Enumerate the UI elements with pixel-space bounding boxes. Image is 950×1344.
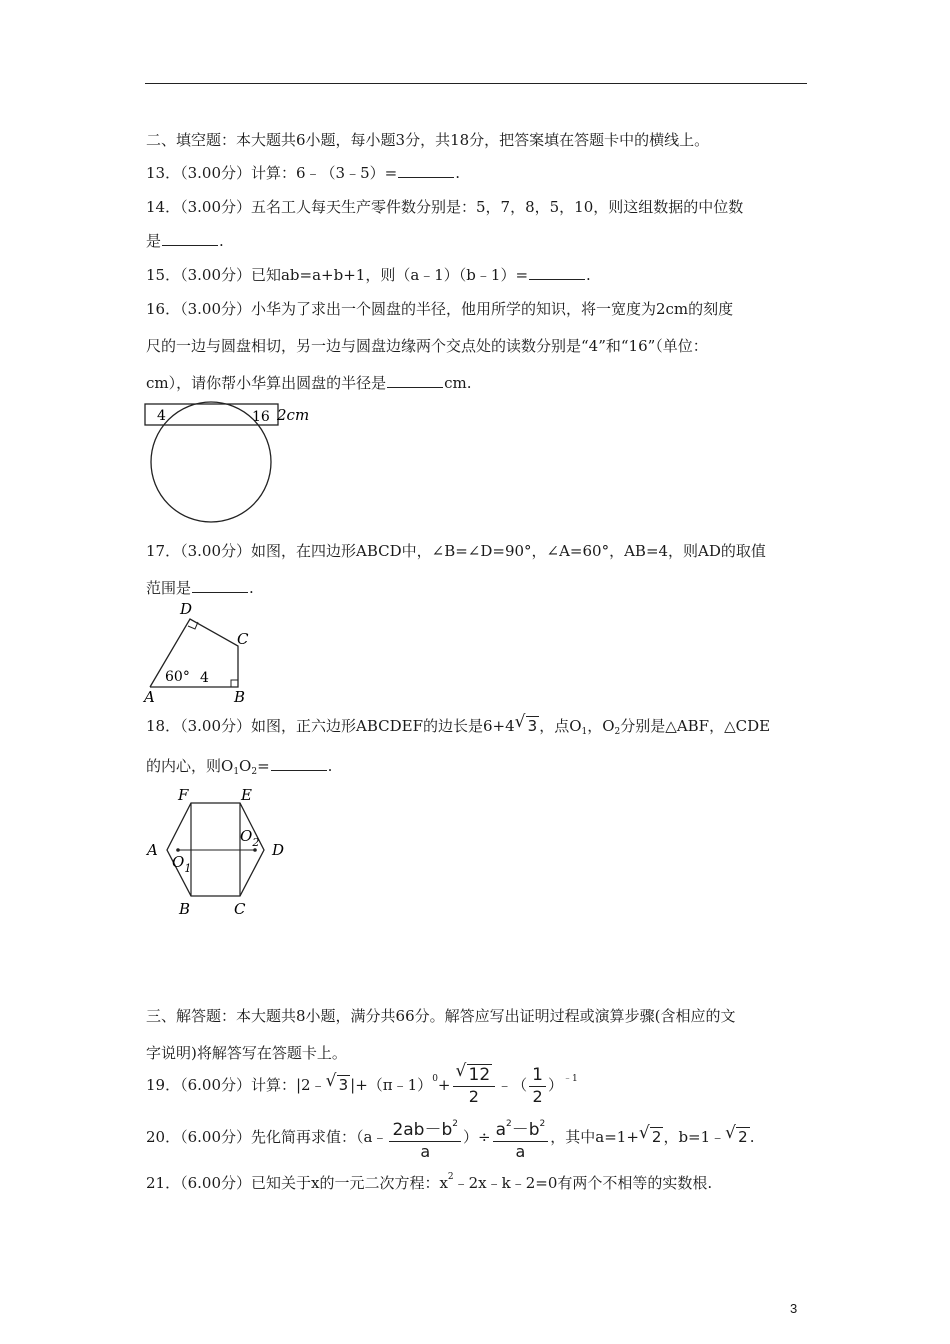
fraction-one-half: $\frac{1}{2}$ xyxy=(529,1065,546,1107)
question-14-line-2: 是 . xyxy=(146,232,224,250)
question-16-line-3: cm），请你帮小华算出圆盘的半径是 cm. xyxy=(146,374,472,392)
angle-a-label: 60° xyxy=(165,669,190,685)
vertex-d-label: D xyxy=(180,600,193,618)
vertex-b-label: B xyxy=(179,900,191,918)
side-ab-label: 4 xyxy=(200,670,209,686)
solve-section-header-line-2: 字说明)将解答写在答题卡上。 xyxy=(146,1044,347,1062)
vertex-a-label: A xyxy=(147,841,158,859)
answer-blank-16 xyxy=(387,373,443,388)
question-21: 21．（6.00分）已知关于x的一元二次方程：$x^2﹣2x﹣k﹣2=0$有两个不相等的实数根. xyxy=(146,1172,713,1192)
sqrt-3: √ 3 xyxy=(516,716,540,736)
incenter-o2-label: $O_2$ xyxy=(240,827,260,849)
incenter-o1-label: $O_1$ xyxy=(172,853,192,875)
question-20: 20．（6.00分）先化简再求值：（a﹣ $\frac{2ab-b^2}{a}$ ）÷ $\frac{a^2-b^2}{a}$ ，其中a=1+√ 2 ，b=1﹣√ 2 . xyxy=(146,1114,754,1162)
vertex-a-label: A xyxy=(144,688,155,706)
answer-blank-18 xyxy=(271,756,327,771)
point-o1 xyxy=(176,848,180,852)
figure-17-quadrilateral xyxy=(140,600,270,708)
figure-18-hexagon xyxy=(140,783,300,923)
question-13: 13．（3.00分）计算：6﹣（3﹣5）= . xyxy=(146,164,460,182)
answer-blank-14 xyxy=(162,231,218,246)
quadrilateral-abcd xyxy=(150,619,238,687)
question-17-line-2: 范围是 . xyxy=(146,579,254,597)
fraction-sqrt12-over-2: √ $\frac{12}{2}$ xyxy=(453,1065,496,1107)
question-16-line-1: 16．（3.00分）小华为了求出一个圆盘的半径，他用所学的知识，将一宽度为2cm的刻度 xyxy=(146,300,734,318)
page-number: 3 xyxy=(790,1301,798,1316)
vertex-d-label: D xyxy=(272,841,285,859)
right-angle-mark-b xyxy=(231,680,238,687)
sqrt-2-b: √ 2 xyxy=(726,1126,750,1148)
answer-blank-13 xyxy=(398,163,454,178)
question-17-line-1: 17．（3.00分）如图，在四边形ABCD中，∠B=∠D=90°，∠A=60°，AB=4，则AD的取值 xyxy=(146,542,766,560)
question-19: 19．（6.00分）计算：|2﹣√ 3 |+（π﹣1）$^0$+ √ $\frac{12}{2}$ ﹣（ $\frac{1}{2}$ ）$^{﹣1}$ xyxy=(146,1061,578,1107)
question-15: 15．（3.00分）已知ab=a+b+1，则（a﹣1）（b﹣1）= . xyxy=(146,266,591,284)
ruler-reading-left: 4 xyxy=(157,408,166,424)
vertex-b-label: B xyxy=(234,688,246,706)
figure-16-circle-ruler xyxy=(140,398,320,528)
ruler-width-label: 2cm xyxy=(277,406,310,424)
question-14-line-1: 14．（3.00分）五名工人每天生产零件数分别是：5，7，8，5，10，则这组数据的中位数 xyxy=(146,198,744,216)
fraction-a2-minus-b2-over-a: $\frac{a^2-b^2}{a}$ xyxy=(493,1114,549,1162)
answer-blank-17 xyxy=(192,578,248,593)
header-rule xyxy=(145,83,807,84)
vertex-c-label: C xyxy=(237,630,249,648)
question-16-line-2: 尺的一边与圆盘相切，另一边与圆盘边缘两个交点处的读数分别是“4”和“16”（单位： xyxy=(146,337,708,355)
ruler-reading-right: 16 xyxy=(252,409,270,425)
vertex-f-label: F xyxy=(178,786,189,804)
vertex-c-label: C xyxy=(234,900,246,918)
vertex-e-label: E xyxy=(241,786,252,804)
question-18-line-1: 18．（3.00分）如图，正六边形ABCDEF的边长是6+4√ 3 ，点$O_1$，$O_2$分别是△ABF，△CDE xyxy=(146,716,770,742)
fill-blank-section-header: 二、填空题：本大题共6小题，每小题3分，共18分，把答案填在答题卡中的横线上。 xyxy=(146,131,710,149)
sqrt-3-q19: √ 3 xyxy=(327,1074,351,1096)
sqrt-2-a: √ 2 xyxy=(640,1126,664,1148)
solve-section-header-line-1: 三、解答题：本大题共8小题，满分共66分。解答应写出证明过程或演算步骤(含相应的文 xyxy=(146,1007,736,1025)
answer-blank-15 xyxy=(529,265,585,280)
fraction-2ab-minus-b2-over-a: $\frac{2ab-b^2}{a}$ xyxy=(389,1114,461,1162)
question-18-line-2: 的内心，则$O_1O_2=$ . xyxy=(146,757,333,777)
